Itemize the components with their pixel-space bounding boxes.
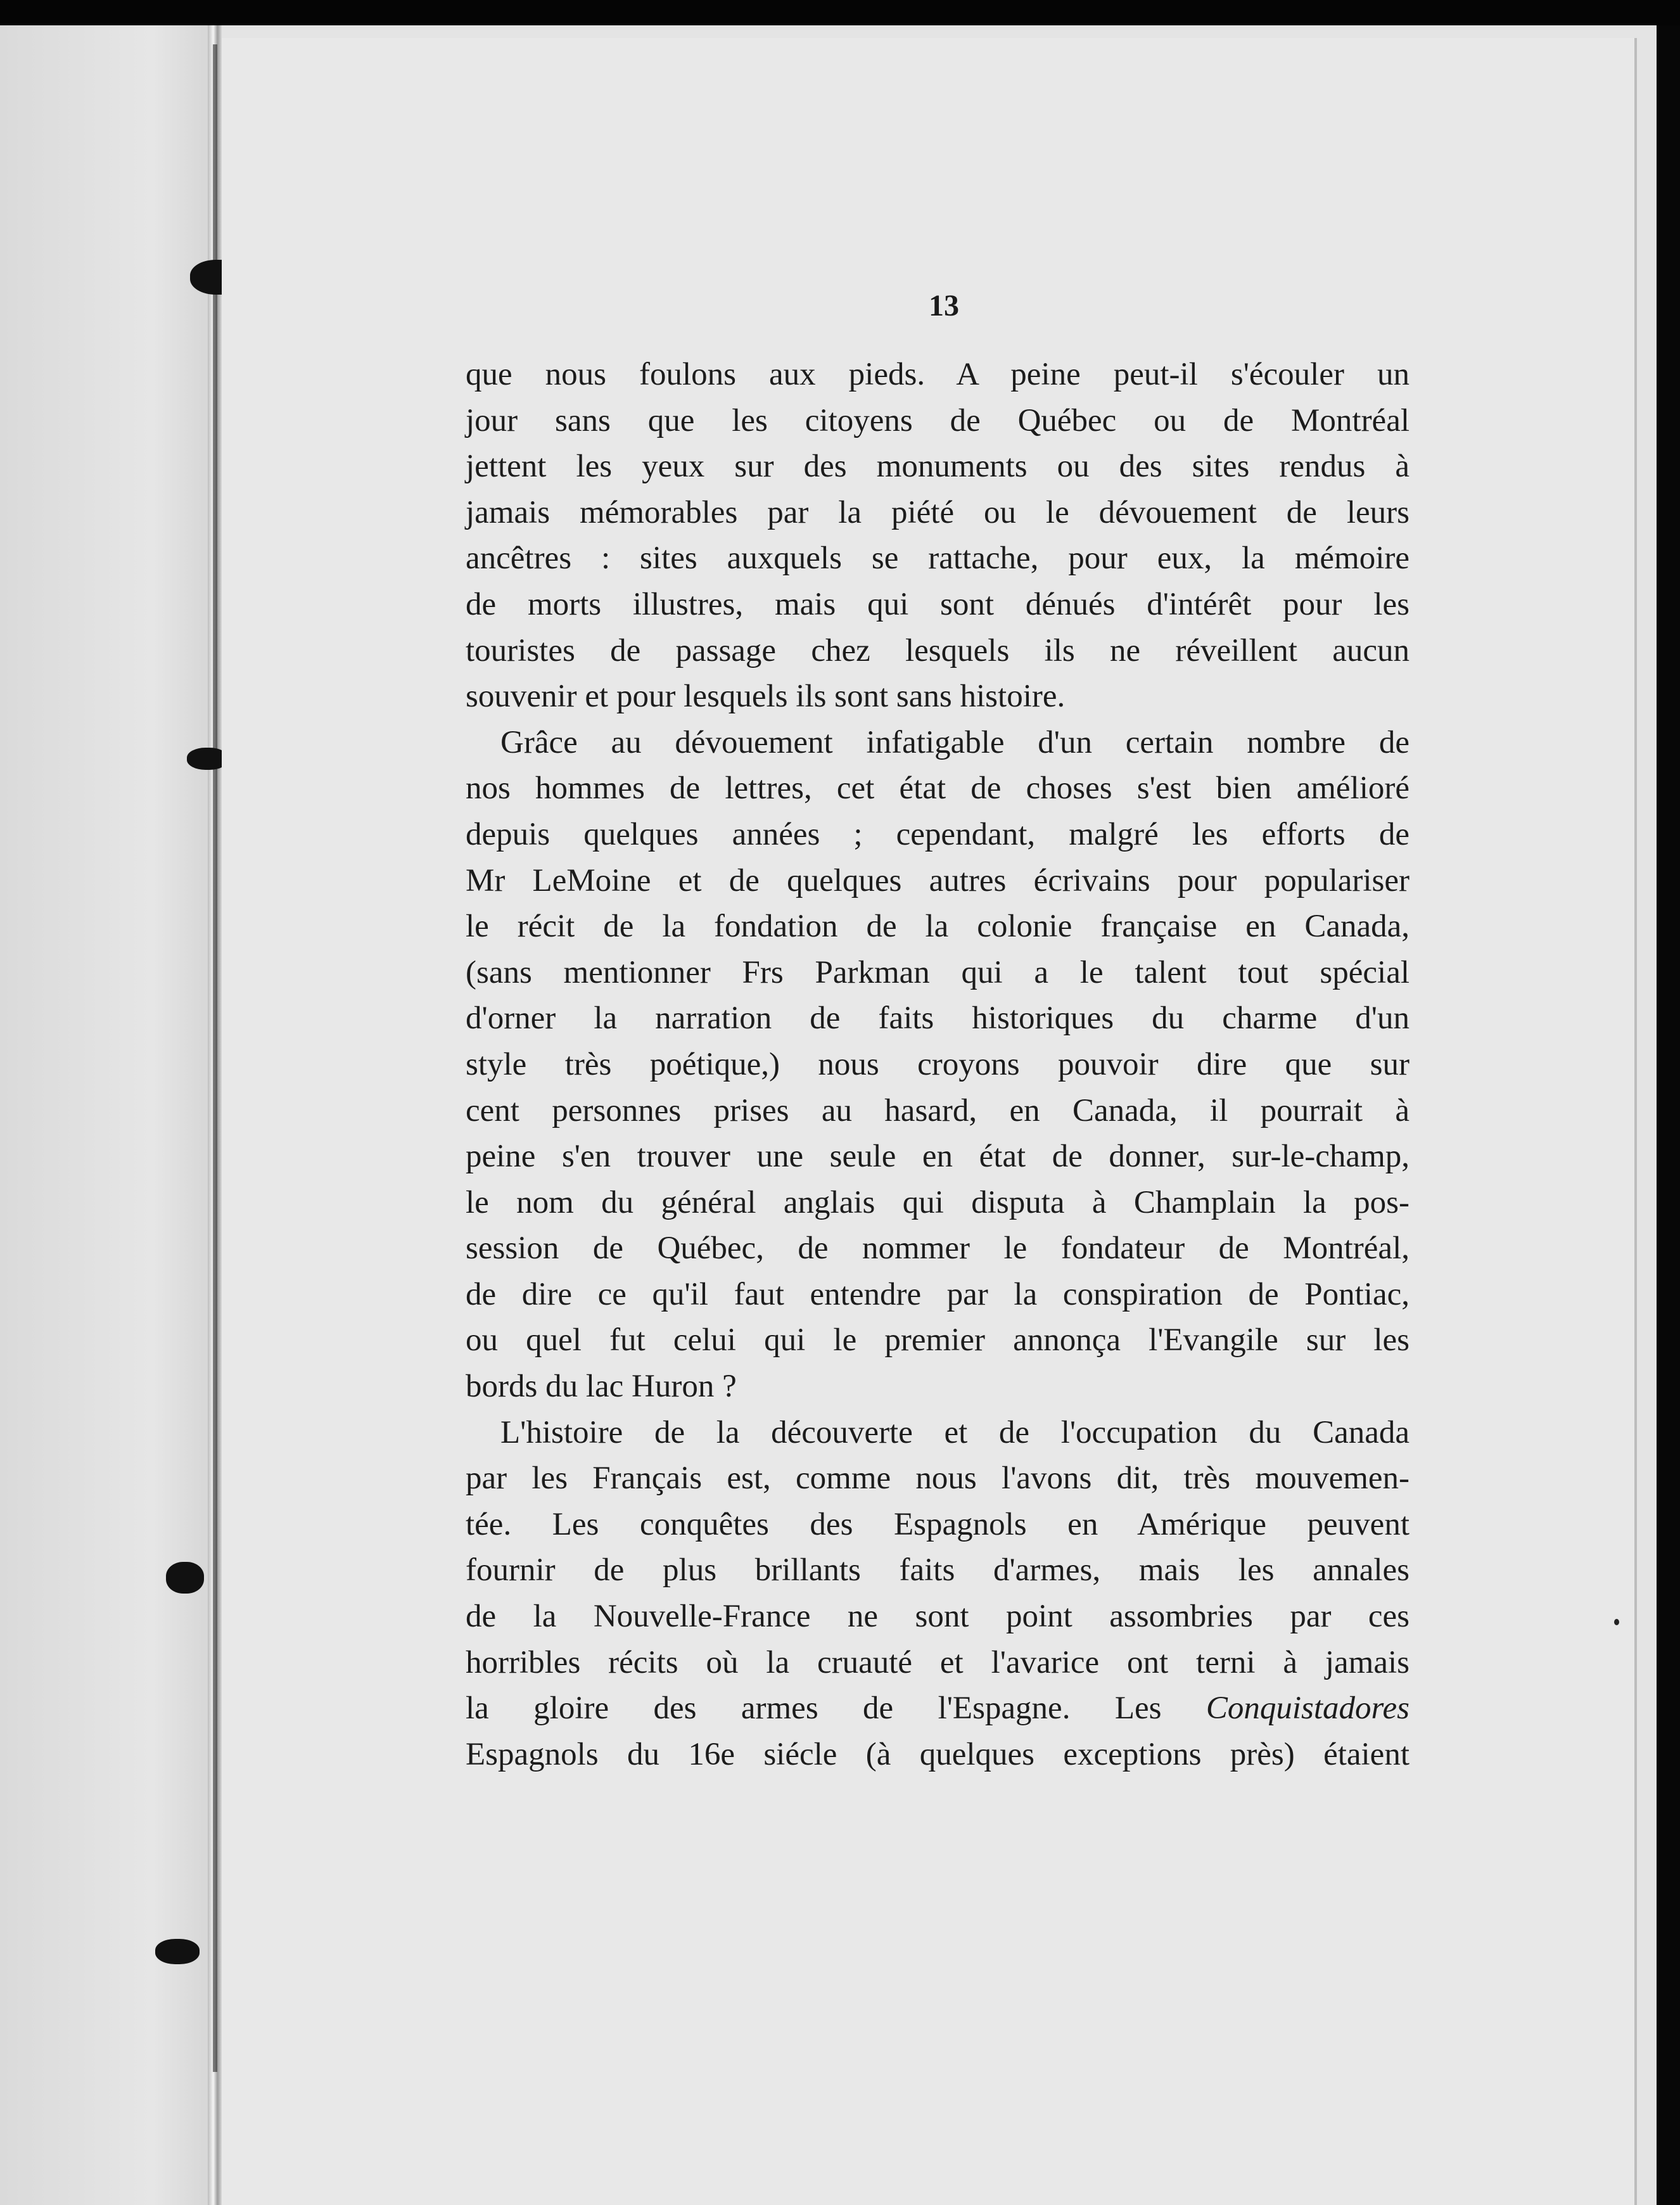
text-line: cent personnes prises au hasard, en Canada, il pourrait à (466, 1092, 1410, 1128)
text-line: que nous foulons aux pieds. A peine peut-il s'écouler un (466, 357, 1410, 392)
text-line-segment: la gloire des armes de l'Espagne. Les (466, 1690, 1206, 1727)
text-line: touristes de passage chez lesquels ils ne réveillent aucun (466, 632, 1410, 668)
text-line: L'histoire de la découverte et de l'occupation du Canada (500, 1414, 1410, 1450)
left-page-margin (0, 25, 219, 2205)
text-line: de dire ce qu'il faut entendre par la conspiration de Pontiac, (466, 1276, 1410, 1312)
page-body-text (466, 352, 1410, 1777)
binding-thread (213, 44, 217, 2072)
page-number: 13 (929, 289, 959, 323)
text-line: jettent les yeux sur des monuments ou des sites rendus à (466, 449, 1410, 485)
text-line: Mr LeMoine et de quelques autres écrivains pour populariser (466, 862, 1410, 898)
text-line: ancêtres : sites auxquels se rattache, pour eux, la mémoire (466, 540, 1410, 577)
ink-speck (1614, 1619, 1619, 1625)
text-line: Espagnols du 16e siécle (à quelques exceptions près) étaient (466, 1736, 1410, 1772)
text-line: par les Français est, comme nous l'avons dit, très mouvemen- (466, 1460, 1410, 1497)
text-line-with-italic (466, 1685, 1410, 1732)
text-line: Grâce au dévouement infatigable d'un certain nombre de (500, 724, 1410, 760)
text-line: bords du lac Huron ? (466, 1369, 737, 1405)
scan-top-border (0, 0, 1680, 25)
binding-stitch (155, 1939, 200, 1964)
text-line: (sans mentionner Frs Parkman qui a le talent tout spécial (466, 954, 1410, 990)
text-line: d'orner la narration de faits historiques du charme d'un (466, 1000, 1410, 1037)
text-line: ou quel fut celui qui le premier annonça l'Evangile sur les (466, 1322, 1410, 1358)
text-line: jamais mémorables par la piété ou le dévouement de leurs (466, 494, 1410, 530)
text-line: le nom du général anglais qui disputa à Champlain la pos- (466, 1184, 1410, 1220)
text-line: tée. Les conquêtes des Espagnols en Amérique peuvent (466, 1506, 1410, 1542)
text-line: souvenir et pour lesquels ils sont sans histoire. (466, 679, 1066, 715)
scan-right-border (1657, 25, 1680, 2205)
binding-stitch (166, 1562, 204, 1594)
text-line: session de Québec, de nommer le fondateur de Montréal, (466, 1230, 1410, 1267)
text-line: horribles récits où la cruauté et l'avarice ont terni à jamais (466, 1644, 1410, 1680)
text-line: de la Nouvelle-France ne sont point assombries par ces (466, 1599, 1410, 1635)
text-line: nos hommes de lettres, cet état de choses s'est bien amélioré (466, 770, 1410, 807)
text-line: peine s'en trouver une seule en état de donner, sur-le-champ, (466, 1139, 1410, 1175)
text-line: style très poétique,) nous croyons pouvoir dire que sur (466, 1046, 1410, 1082)
text-line: le récit de la fondation de la colonie française en Canada, (466, 909, 1410, 945)
text-line: fournir de plus brillants faits d'armes, mais les annales (466, 1552, 1410, 1588)
text-line: jour sans que les citoyens de Québec ou de Montréal (466, 402, 1410, 438)
italic-word: Conquistadores (1206, 1690, 1410, 1727)
text-line: depuis quelques années ; cependant, malgré les efforts de (466, 816, 1410, 852)
text-line: de morts illustres, mais qui sont dénués d'intérêt pour les (466, 586, 1410, 622)
